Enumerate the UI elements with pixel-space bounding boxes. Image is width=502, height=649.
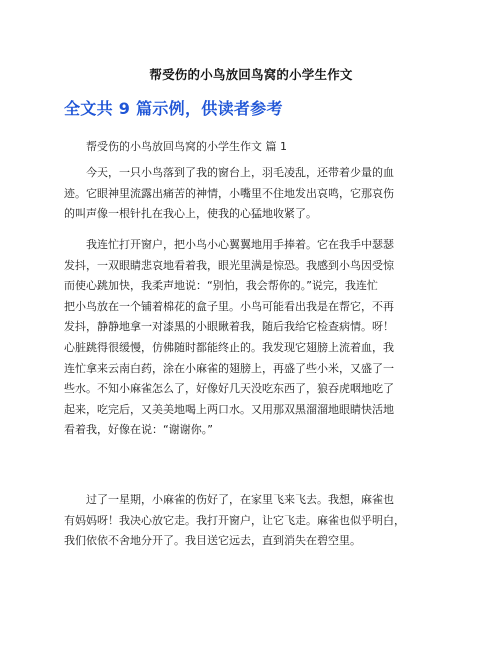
- paragraph-3: [64, 490, 444, 552]
- paragraph-line: 起来，吃完后，又美美地喝上两口水。又用那双黑溜溜地眼睛快活地: [64, 402, 394, 416]
- paragraph-line: 心脏跳得很缓慢，仿佛随时都能终止的。我发现它翅膀上流着血，我: [64, 340, 394, 354]
- paragraph-line: 今天，一只小鸟落到了我的窗台上，羽毛凌乱，还带着少量的血: [86, 166, 394, 179]
- paragraph-line: 而使心跳加快，我柔声地说：“别怕，我会帮你的。”说完，我连忙: [64, 279, 378, 293]
- paragraph-line: 把小鸟放在一个铺着棉花的盒子里。小鸟可能看出我是在帮它，不再: [64, 299, 394, 313]
- paragraph-line: 有妈妈呀！我决心放它走。我打开窗户，让它飞走。麻雀也似乎明白，: [64, 513, 405, 527]
- paragraph-line: 看着我，好像在说：“谢谢你。”: [64, 423, 213, 437]
- paragraph-line: 发抖，静静地拿一对漆黑的小眼瞅着我，随后我给它检查病情。呀！: [64, 320, 394, 334]
- paragraph-line: 我们依依不舍地分开了。我目送它远去，直到消失在碧空里。: [64, 534, 361, 548]
- paragraph-line: 些水。不知小麻雀怎么了，好像好几天没吃东西了，狼吞虎咽地吃了: [64, 382, 394, 396]
- document-title: 帮受伤的小鸟放回鸟窝的小学生作文: [149, 67, 353, 82]
- paragraph-line: 过了一星期，小麻雀的伤好了，在家里飞来飞去。我想，麻雀也: [86, 493, 394, 506]
- paragraph-line: 迹。它眼神里流露出痛苦的神情，小嘴里不住地发出哀鸣，它那哀伤: [64, 186, 394, 200]
- paragraph-line: 发抖，一双眼睛悲哀地看着我，眼光里满是惊恐。我感到小鸟因受惊: [64, 258, 394, 272]
- paragraph-1: [64, 163, 444, 225]
- paragraph-2: [64, 235, 444, 441]
- document-subtitle: 全文共 9 篇示例，供读者参考: [64, 99, 283, 118]
- paragraph-line: 连忙拿来云南白药，涂在小麻雀的翅膀上，再盛了些小米，又盛了一: [64, 361, 394, 375]
- paragraph-line: 的叫声像一根针扎在我心上，使我的心猛地收紧了。: [64, 207, 317, 221]
- section-heading: 帮受伤的小鸟放回鸟窝的小学生作文 篇 1: [86, 140, 287, 153]
- paragraph-line: 我连忙打开窗户，把小鸟小心翼翼地用手捧着。它在我手中瑟瑟: [86, 238, 394, 251]
